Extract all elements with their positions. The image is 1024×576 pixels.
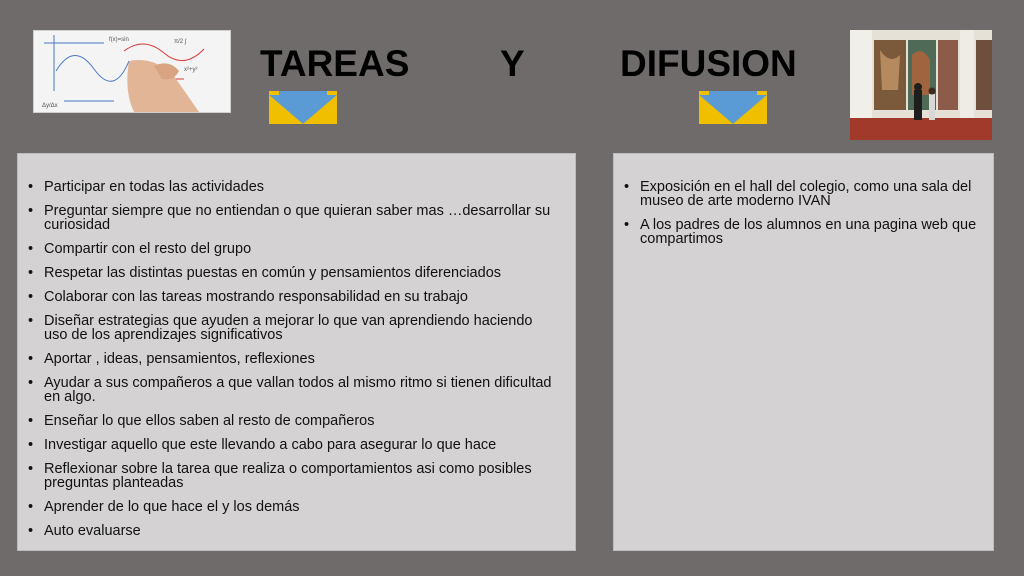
list-item: • Preguntar siempre que no entiendan o que quieran saber mas …desarrollar su curiosidad — [18, 204, 553, 232]
difusion-panel — [613, 153, 994, 551]
down-arrow-icon — [699, 91, 767, 124]
list-item: • Compartir con el resto del grupo — [18, 242, 553, 256]
list-item: • A los padres de los alumnos en una pagina web que compartimos — [614, 218, 983, 246]
math-graphs-image — [33, 30, 231, 113]
list-item: • Aprender de lo que hace el y los demás — [18, 500, 553, 514]
list-item: • Colaborar con las tareas mostrando responsabilidad en su trabajo — [18, 290, 553, 304]
tareas-list — [18, 180, 553, 538]
down-arrow-icon — [269, 91, 337, 124]
title-word-y: Y — [500, 43, 525, 84]
list-item: • Auto evaluarse — [18, 524, 553, 538]
svg-text:f(x)=sin: f(x)=sin — [109, 37, 129, 43]
list-item: • Aportar , ideas, pensamientos, reflexiones — [18, 352, 553, 366]
tareas-panel — [17, 153, 576, 551]
list-item: • Participar en todas las actividades — [18, 180, 553, 194]
svg-text:x²+y²: x²+y² — [184, 67, 198, 73]
list-item: • Enseñar lo que ellos saben al resto de compañeros — [18, 414, 553, 428]
svg-text:Δy/Δx: Δy/Δx — [42, 103, 58, 109]
museum-hall-image — [850, 30, 992, 140]
list-item: • Exposición en el hall del colegio, como una sala del museo de arte moderno IVAN — [614, 180, 983, 208]
title-word-tareas: TAREAS — [260, 43, 410, 84]
difusion-list — [614, 180, 983, 246]
list-item: • Respetar las distintas puestas en común y pensamientos diferenciados — [18, 266, 553, 280]
title-word-difusion: DIFUSION — [620, 43, 797, 84]
list-item: • Diseñar estrategias que ayuden a mejorar lo que van aprendiendo haciendo uso de los aprendizajes significativos — [18, 314, 553, 342]
list-item: • Ayudar a sus compañeros a que vallan todos al mismo ritmo si tienen dificultad en algo. — [18, 376, 553, 404]
list-item: • Investigar aquello que este llevando a cabo para asegurar lo que hace — [18, 438, 553, 452]
list-item: • Reflexionar sobre la tarea que realiza o comportamientos asi como posibles preguntas planteadas — [18, 462, 553, 490]
svg-text:π/2 ∫: π/2 ∫ — [174, 39, 187, 45]
